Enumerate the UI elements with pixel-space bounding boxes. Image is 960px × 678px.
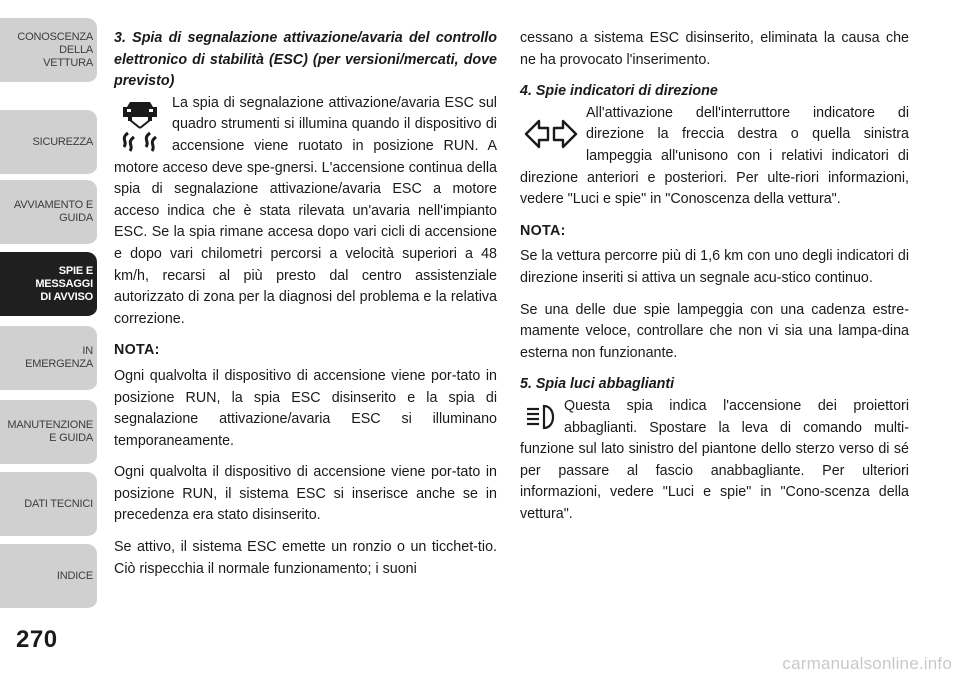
esc-paragraph-3: Ogni qualvolta il dispositivo di accensione viene por-tato in posizione RUN, il sistema ESC si inserisce anche se in precedenza era stato disinserito.	[114, 464, 497, 524]
esc-paragraph-4: Se attivo, il sistema ESC emette un ronzio o un ticchet-tio. Ciò rispecchia il normale funzionamento; i suoni	[114, 539, 497, 577]
tab-label: SPIE E MESSAGGI DI AVVISO	[35, 264, 93, 303]
page-number: 270	[16, 626, 58, 653]
tab-label: INDICE	[56, 569, 93, 582]
esc-paragraph-continued: cessano a sistema ESC disinserito, eliminata la causa che ne ha provocato l'inserimento.	[520, 30, 909, 68]
tab-conoscenza-della-vettura[interactable]	[0, 18, 97, 84]
high-beam-block	[520, 396, 909, 536]
chapter-sidebar	[0, 0, 98, 678]
esc-skid-car-icon	[114, 97, 166, 157]
right-column	[520, 28, 909, 535]
watermark-text: carmanualsonline.info	[782, 654, 952, 673]
tab-in-emergenza[interactable]	[0, 326, 97, 392]
high-beam-paragraph: Questa spia indica l'accensione dei proiettori abbaglianti. Spostare la leva di comando multi-funzione sul lato sinistro del piantone dello sterzo verso di sé per passare al fascio anabbagliante. Per ulteriori informazioni, vedere "Luci e spie" in "Cono-scenza della vettura".	[520, 397, 909, 522]
turn-signal-paragraph-2: Se la vettura percorre più di 1,6 km con uno degli indicatori di direzione inseriti si attiva un segnale acu-stico continuo.	[520, 248, 909, 286]
high-beam-icon	[520, 398, 564, 436]
esc-paragraph-2: Ogni qualvolta il dispositivo di accensione viene por-tato in posizione RUN, la spia ESC disinserito e la spia di segnalazione attivazione/avaria ESC si illuminano temporaneamente.	[114, 367, 497, 449]
tab-label: CONOSCENZA DELLA VETTURA	[17, 30, 93, 69]
tab-label: SICUREZZA	[32, 135, 93, 148]
turn-signal-arrows-icon	[520, 103, 582, 165]
tab-avviamento-e-guida[interactable]	[0, 180, 97, 246]
tab-dati-tecnici[interactable]	[0, 472, 97, 538]
tab-sicurezza[interactable]	[0, 110, 97, 176]
nota-label-right: NOTA:	[520, 222, 566, 239]
section-heading-esc: 3. Spia di segnalazione attivazione/avaria del controllo elettronico di stabilità (ESC) (per versioni/mercati, dove previsto)	[114, 30, 497, 90]
turn-signal-block	[520, 103, 909, 221]
tab-label: DATI TECNICI	[24, 497, 93, 510]
section-heading-high-beam: 5. Spia luci abbaglianti	[520, 376, 675, 393]
tab-indice[interactable]	[0, 544, 97, 610]
tab-label: AVVIAMENTO E GUIDA	[13, 199, 93, 224]
turn-signal-paragraph-1: All'attivazione dell'interruttore indicatore di direzione la freccia destra o quella sinistra lampeggia all'unisono con i relativi indicatori di direzione anteriori e posteriori. Per ulte-riori informazioni, vedere "Luci e spie" in "Conoscenza della vettura".	[520, 104, 909, 208]
tab-label: IN EMERGENZA	[25, 345, 93, 370]
tab-spie-e-messaggi[interactable]	[0, 252, 97, 318]
left-column	[114, 28, 497, 590]
nota-label-left: NOTA:	[114, 342, 160, 359]
tab-manutenzione-e-guida[interactable]	[0, 400, 97, 466]
esc-paragraph-1: La spia di segnalazione attivazione/avaria ESC sul quadro strumenti si illumina quando il dispositivo di accensione viene ruotato in posizione RUN. A motore acceso deve spe-gnersi. L'accensione continua della spia di segnalazione attivazione/avaria ESC a motore acceso indica che è stata rilevata un'avaria nell'impianto ESC. Se la spia rimane accesa dopo vari cicli di accensione e dopo vari chilometri percorsi a velocità superiori a 48 km/h, recarsi al più presto dal centro assistenziale autorizzato di zona per la diagnosi del problema e la relativa correzione.	[114, 94, 497, 327]
esc-block	[114, 93, 497, 341]
section-heading-turn-signals: 4. Spie indicatori di direzione	[520, 83, 718, 100]
turn-signal-paragraph-3: Se una delle due spie lampeggia con una cadenza estre-mamente veloce, controllare che non vi sia una lampa-dina esterna non funzionante.	[520, 301, 909, 361]
tab-label: MANUTENZIONE E GUIDA	[7, 419, 93, 444]
